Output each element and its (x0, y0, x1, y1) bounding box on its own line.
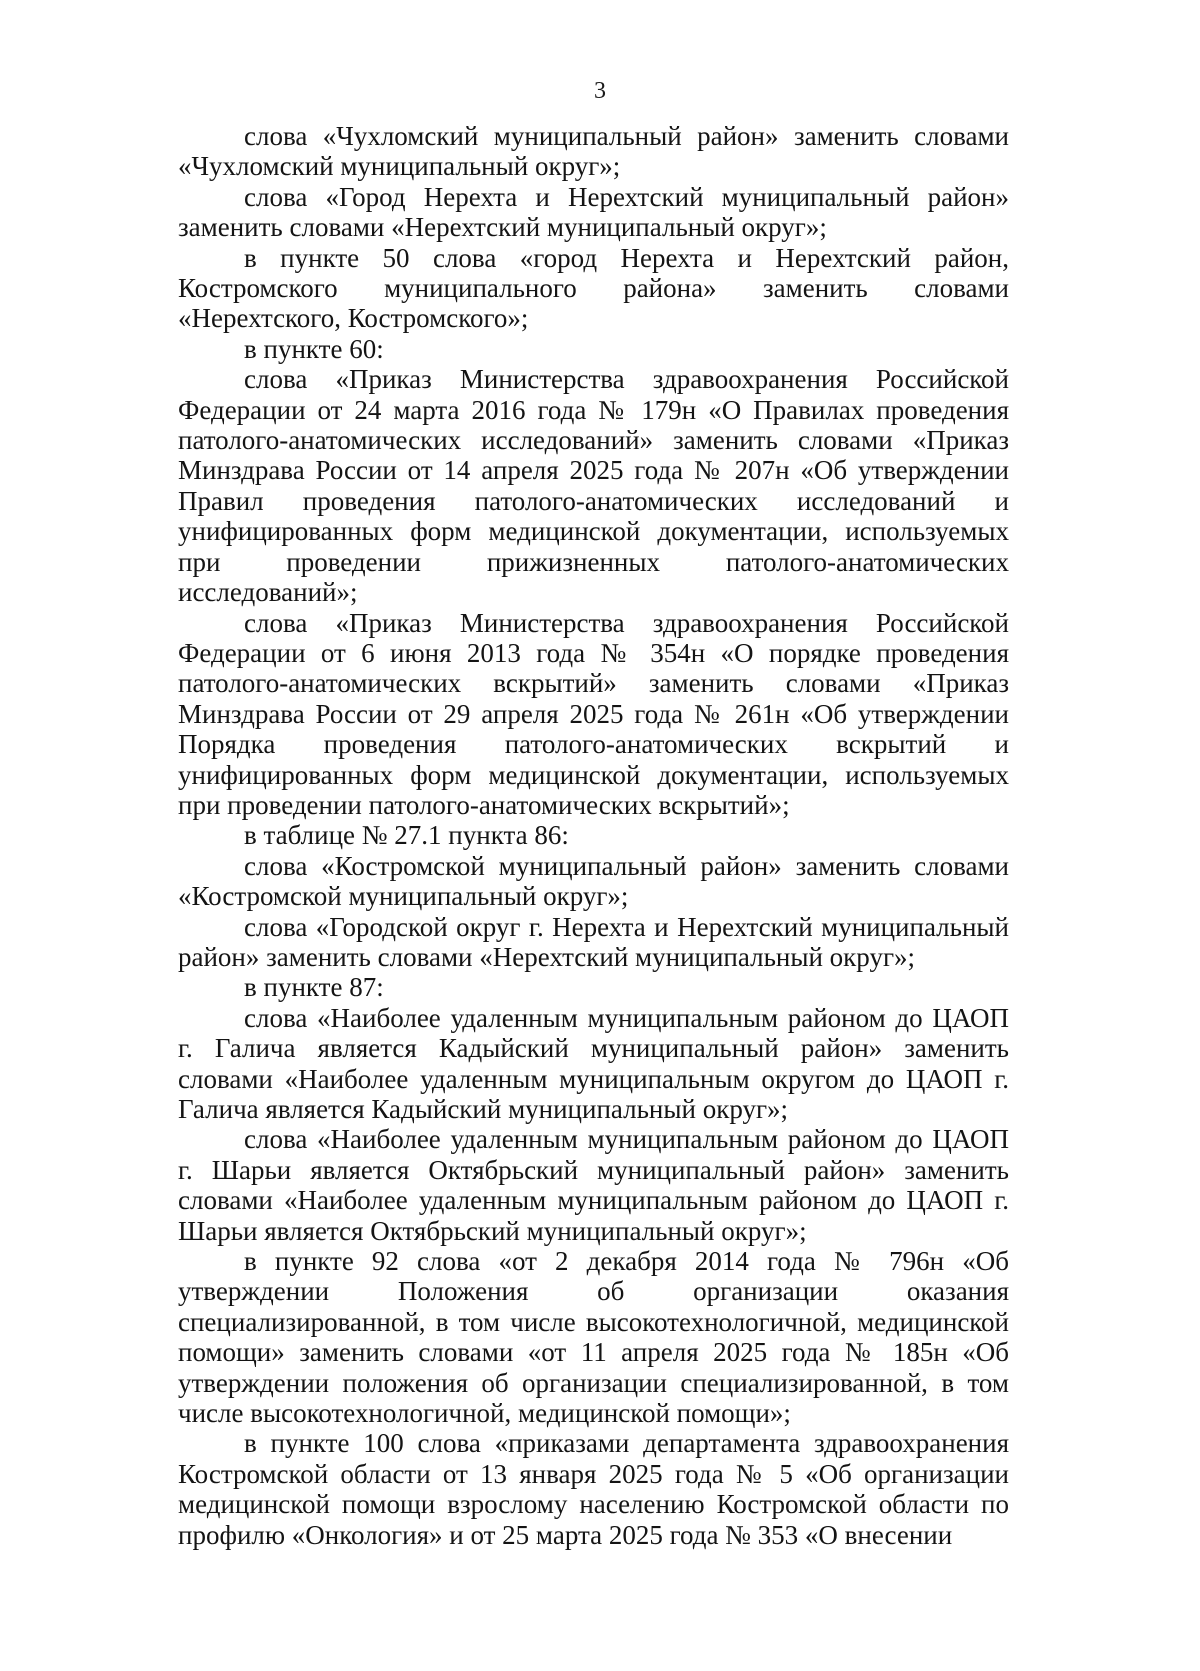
paragraph-nerekhta: слова «Город Нерехта и Нерехтский муниципальный район» заменить словами «Нерехтский муниципальный округ»; (178, 181, 1009, 243)
paragraph-table-27-1-heading: в таблице № 27.1 пункта 86: (244, 820, 569, 851)
paragraph-chukhloma: слова «Чухломский муниципальный район» заменить словами «Чухломский муниципальный округ»; (178, 121, 1009, 182)
paragraph-point-92: в пункте 92 слова «от 2 декабря 2014 года № 796н «Об утверждении Положения об организации оказания специализированной, в том числе высокотехнологичной, медицинской помощи» заменить словами «от 11 апреля 2025 года № 185н «Об утверждении положения об организации специализированной, в том числе высокотехнологичной, медицинской помощи»; (178, 1246, 1009, 1429)
document-body (178, 121, 1009, 1550)
paragraph-point-100: в пункте 100 слова «приказами департамента здравоохранения Костромской области от 13 января 2025 года № 5 «Об организации медицинской помощи взрослому населению Костромской области по профилю «Онкология» и от 25 марта 2025 года № 353 «О внесении (178, 1428, 1009, 1550)
paragraph-point-50: в пункте 50 слова «город Нерехта и Нерехтский район, Костромского муниципального района» заменить словами «Нерехтского, Костромского»; (178, 242, 1009, 334)
paragraph-galich: слова «Наиболее удаленным муниципальным районом до ЦАОП г. Галича является Кадыйский муниципальный район» заменить словами «Наиболее удаленным муниципальным округом до ЦАОП г. Галича является Кадыйский муниципальный округ»; (178, 1002, 1009, 1124)
paragraph-kostroma-district: слова «Костромской муниципальный район» заменить словами «Костромской муниципальный округ»; (178, 850, 1009, 912)
paragraph-point-60-heading: в пункте 60: (244, 333, 384, 364)
paragraph-sharya: слова «Наиболее удаленным муниципальным районом до ЦАОП г. Шарьи является Октябрьский муниципальный район» заменить словами «Наиболее удаленным муниципальным районом до ЦАОП г. Шарьи является Октябрьский муниципальный округ»; (178, 1124, 1009, 1246)
paragraph-order-354n: слова «Приказ Министерства здравоохранения Российской Федерации от 6 июня 2013 года № 354н «О порядке проведения патолого-анатомических вскрытий» заменить словами «Приказ Минздрава России от 29 апреля 2025 года № 261н «Об утверждении Порядка проведения патолого-анатомических вскрытий и унифицированных форм медицинской документации, используемых при проведении патолого-анатомических вскрытий»; (178, 607, 1009, 820)
paragraph-point-87-heading: в пункте 87: (244, 972, 384, 1003)
page-number: 3 (594, 78, 606, 104)
paragraph-order-179n: слова «Приказ Министерства здравоохранения Российской Федерации от 24 марта 2016 года № 179н «О Правилах проведения патолого-анатомических исследований» заменить словами «Приказ Минздрава России от 14 апреля 2025 года № 207н «Об утверждении Правил проведения патолого-анатомических исследований и унифицированных форм медицинской документации, используемых при проведении прижизненных патолого-анатомических исследований»; (178, 364, 1009, 608)
paragraph-nerekhta-city-district: слова «Городской округ г. Нерехта и Нерехтский муниципальный район» заменить словами «Нерехтский муниципальный округ»; (178, 911, 1009, 972)
